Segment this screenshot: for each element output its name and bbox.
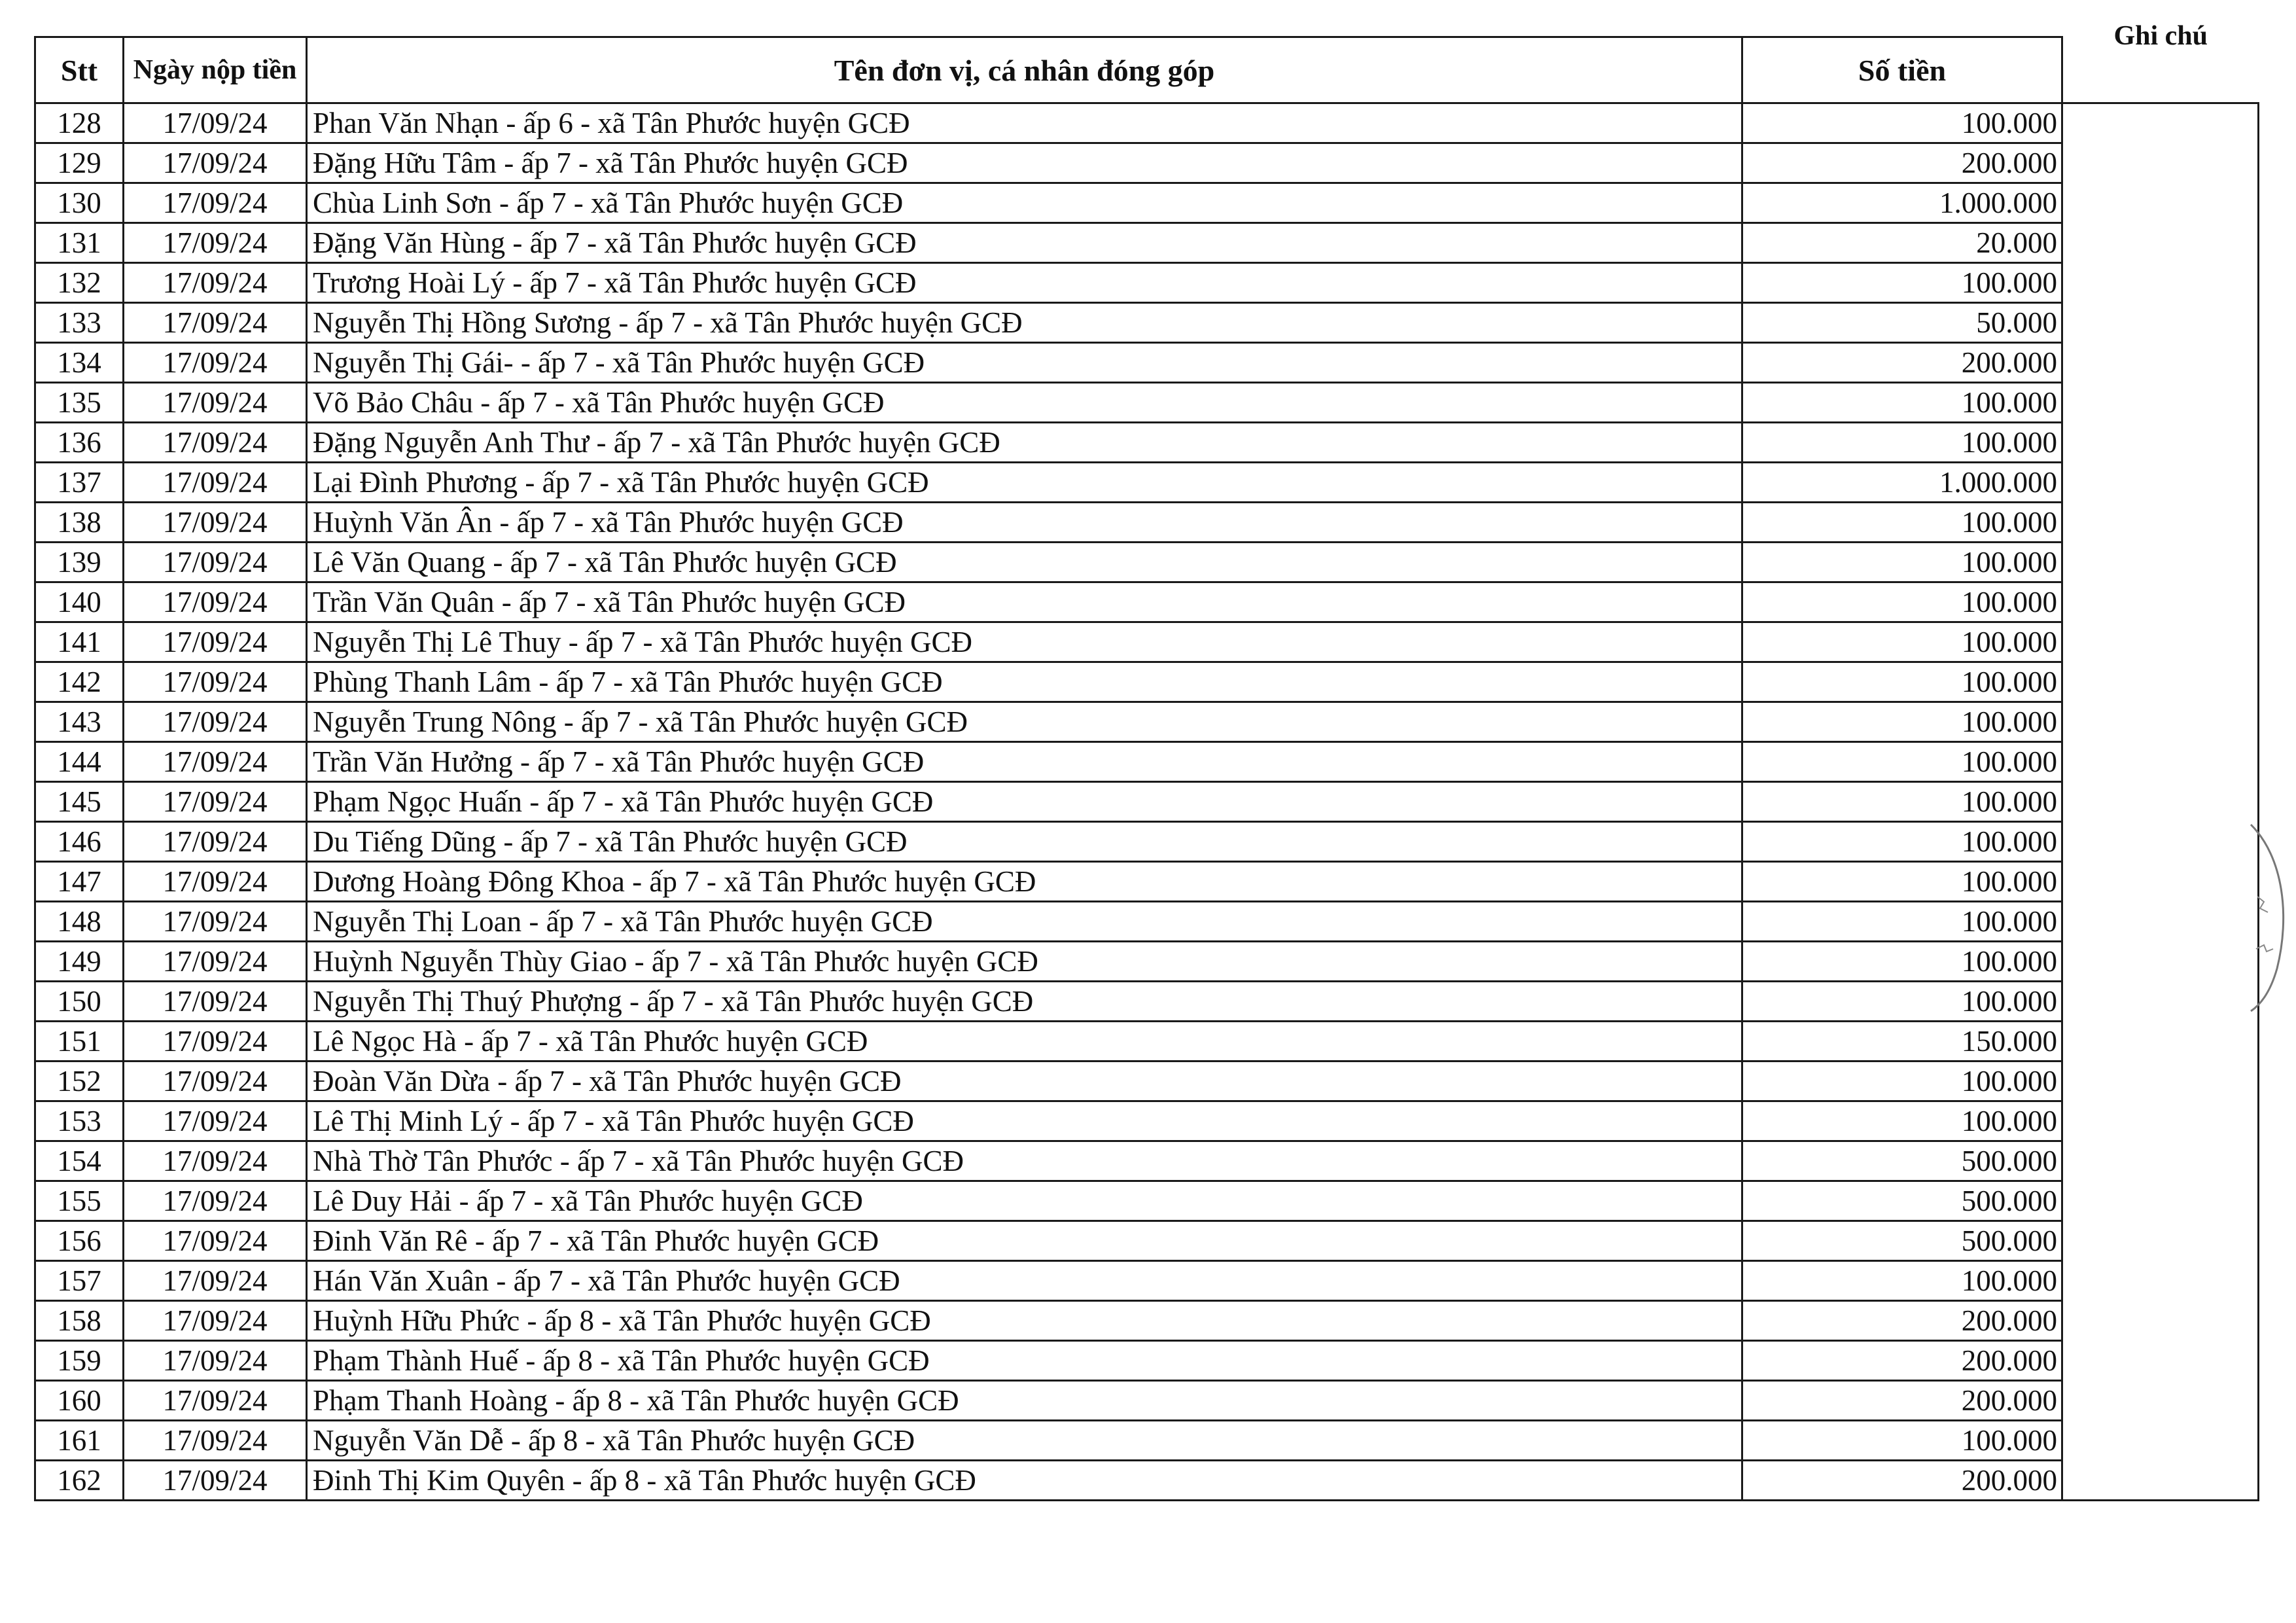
row-amount: 100.000 — [1742, 902, 2062, 942]
row-note — [2062, 383, 2259, 423]
row-name: Nguyễn Thị Lê Thuy - ấp 7 - xã Tân Phước huyện GCĐ — [307, 622, 1742, 662]
row-name: Lê Văn Quang - ấp 7 - xã Tân Phước huyện GCĐ — [307, 543, 1742, 582]
table-header-row — [35, 37, 2259, 103]
table-row — [35, 902, 2259, 942]
row-date: 17/09/24 — [124, 1461, 307, 1501]
row-stt: 135 — [35, 383, 124, 423]
row-name: Hán Văn Xuân - ấp 7 - xã Tân Phước huyện GCĐ — [307, 1261, 1742, 1301]
row-stt: 159 — [35, 1341, 124, 1381]
row-amount: 100.000 — [1742, 702, 2062, 742]
row-note — [2062, 622, 2259, 662]
row-date: 17/09/24 — [124, 143, 307, 183]
row-amount: 100.000 — [1742, 383, 2062, 423]
row-note — [2062, 1421, 2259, 1461]
table-row — [35, 702, 2259, 742]
row-name: Nguyễn Thị Loan - ấp 7 - xã Tân Phước huyện GCĐ — [307, 902, 1742, 942]
header-amount: Số tiền — [1742, 37, 2062, 103]
table-row — [35, 223, 2259, 263]
row-date: 17/09/24 — [124, 662, 307, 702]
row-date: 17/09/24 — [124, 1341, 307, 1381]
row-date: 17/09/24 — [124, 942, 307, 982]
row-name: Đặng Hữu Tâm - ấp 7 - xã Tân Phước huyện GCĐ — [307, 143, 1742, 183]
row-note — [2062, 503, 2259, 543]
row-date: 17/09/24 — [124, 503, 307, 543]
row-date: 17/09/24 — [124, 223, 307, 263]
row-name: Võ Bảo Châu - ấp 7 - xã Tân Phước huyện GCĐ — [307, 383, 1742, 423]
row-note — [2062, 1341, 2259, 1381]
row-date: 17/09/24 — [124, 303, 307, 343]
table-row — [35, 303, 2259, 343]
row-date: 17/09/24 — [124, 543, 307, 582]
table-row — [35, 263, 2259, 303]
row-amount: 500.000 — [1742, 1141, 2062, 1181]
row-date: 17/09/24 — [124, 1381, 307, 1421]
row-date: 17/09/24 — [124, 702, 307, 742]
row-name: Nhà Thờ Tân Phước - ấp 7 - xã Tân Phước huyện GCĐ — [307, 1141, 1742, 1181]
table-row — [35, 1341, 2259, 1381]
row-stt: 157 — [35, 1261, 124, 1301]
row-stt: 152 — [35, 1061, 124, 1101]
row-date: 17/09/24 — [124, 383, 307, 423]
row-name: Huỳnh Hữu Phức - ấp 8 - xã Tân Phước huyện GCĐ — [307, 1301, 1742, 1341]
row-note — [2062, 742, 2259, 782]
row-note — [2062, 1181, 2259, 1221]
row-amount: 100.000 — [1742, 582, 2062, 622]
row-note — [2062, 942, 2259, 982]
row-amount: 100.000 — [1742, 622, 2062, 662]
row-name: Chùa Linh Sơn - ấp 7 - xã Tân Phước huyện GCĐ — [307, 183, 1742, 223]
row-amount: 150.000 — [1742, 1022, 2062, 1061]
row-name: Nguyễn Thị Gái- - ấp 7 - xã Tân Phước huyện GCĐ — [307, 343, 1742, 383]
row-date: 17/09/24 — [124, 982, 307, 1022]
row-name: Phan Văn Nhạn - ấp 6 - xã Tân Phước huyện GCĐ — [307, 103, 1742, 143]
row-stt: 160 — [35, 1381, 124, 1421]
row-stt: 153 — [35, 1101, 124, 1141]
row-date: 17/09/24 — [124, 263, 307, 303]
table-row — [35, 1421, 2259, 1461]
row-note — [2062, 982, 2259, 1022]
table-row — [35, 1301, 2259, 1341]
row-amount: 100.000 — [1742, 1261, 2062, 1301]
row-date: 17/09/24 — [124, 902, 307, 942]
row-stt: 154 — [35, 1141, 124, 1181]
row-note — [2062, 902, 2259, 942]
row-date: 17/09/24 — [124, 1261, 307, 1301]
row-stt: 147 — [35, 862, 124, 902]
row-stt: 134 — [35, 343, 124, 383]
row-stt: 142 — [35, 662, 124, 702]
row-name: Du Tiếng Dũng - ấp 7 - xã Tân Phước huyện GCĐ — [307, 822, 1742, 862]
row-stt: 131 — [35, 223, 124, 263]
table-row — [35, 582, 2259, 622]
table-row — [35, 1061, 2259, 1101]
table-row — [35, 183, 2259, 223]
row-note — [2062, 1101, 2259, 1141]
row-date: 17/09/24 — [124, 463, 307, 503]
header-note — [2062, 20, 2259, 103]
row-stt: 129 — [35, 143, 124, 183]
row-note — [2062, 1022, 2259, 1061]
table-row — [35, 423, 2259, 463]
row-date: 17/09/24 — [124, 423, 307, 463]
row-date: 17/09/24 — [124, 862, 307, 902]
row-stt: 149 — [35, 942, 124, 982]
row-note — [2062, 1461, 2259, 1501]
table-row — [35, 622, 2259, 662]
row-amount: 200.000 — [1742, 343, 2062, 383]
table-row — [35, 1381, 2259, 1421]
donation-table — [34, 20, 2259, 1501]
row-amount: 100.000 — [1742, 942, 2062, 982]
row-name: Phùng Thanh Lâm - ấp 7 - xã Tân Phước huyện GCĐ — [307, 662, 1742, 702]
row-stt: 140 — [35, 582, 124, 622]
row-name: Phạm Ngọc Huấn - ấp 7 - xã Tân Phước huyện GCĐ — [307, 782, 1742, 822]
row-date: 17/09/24 — [124, 1221, 307, 1261]
row-amount: 100.000 — [1742, 982, 2062, 1022]
row-stt: 137 — [35, 463, 124, 503]
row-amount: 200.000 — [1742, 143, 2062, 183]
table-row — [35, 103, 2259, 143]
row-note — [2062, 263, 2259, 303]
row-amount: 200.000 — [1742, 1381, 2062, 1421]
row-stt: 162 — [35, 1461, 124, 1501]
row-stt: 145 — [35, 782, 124, 822]
row-note — [2062, 103, 2259, 143]
row-stt: 138 — [35, 503, 124, 543]
table-row — [35, 1461, 2259, 1501]
row-amount: 100.000 — [1742, 1061, 2062, 1101]
row-stt: 144 — [35, 742, 124, 782]
row-amount: 50.000 — [1742, 303, 2062, 343]
row-amount: 100.000 — [1742, 503, 2062, 543]
row-date: 17/09/24 — [124, 343, 307, 383]
table-row — [35, 1261, 2259, 1301]
row-name: Nguyễn Văn Dễ - ấp 8 - xã Tân Phước huyện GCĐ — [307, 1421, 1742, 1461]
row-name: Lê Duy Hải - ấp 7 - xã Tân Phước huyện GCĐ — [307, 1181, 1742, 1221]
row-name: Huỳnh Nguyễn Thùy Giao - ấp 7 - xã Tân Phước huyện GCĐ — [307, 942, 1742, 982]
row-note — [2062, 1061, 2259, 1101]
row-date: 17/09/24 — [124, 1022, 307, 1061]
row-amount: 1.000.000 — [1742, 463, 2062, 503]
row-note — [2062, 303, 2259, 343]
row-date: 17/09/24 — [124, 1061, 307, 1101]
row-amount: 100.000 — [1742, 1421, 2062, 1461]
row-note — [2062, 343, 2259, 383]
row-note — [2062, 1221, 2259, 1261]
table-row — [35, 383, 2259, 423]
row-amount: 200.000 — [1742, 1301, 2062, 1341]
row-amount: 500.000 — [1742, 1181, 2062, 1221]
row-name: Huỳnh Văn Ân - ấp 7 - xã Tân Phước huyện GCĐ — [307, 503, 1742, 543]
row-stt: 139 — [35, 543, 124, 582]
row-name: Nguyễn Thị Hồng Sương - ấp 7 - xã Tân Phước huyện GCĐ — [307, 303, 1742, 343]
row-date: 17/09/24 — [124, 622, 307, 662]
table-body — [35, 103, 2259, 1501]
row-name: Đinh Thị Kim Quyên - ấp 8 - xã Tân Phước huyện GCĐ — [307, 1461, 1742, 1501]
row-name: Lại Đình Phương - ấp 7 - xã Tân Phước huyện GCĐ — [307, 463, 1742, 503]
row-stt: 146 — [35, 822, 124, 862]
table-row — [35, 343, 2259, 383]
table-row — [35, 1101, 2259, 1141]
row-name: Trần Văn Quân - ấp 7 - xã Tân Phước huyện GCĐ — [307, 582, 1742, 622]
row-stt: 141 — [35, 622, 124, 662]
row-date: 17/09/24 — [124, 1101, 307, 1141]
row-amount: 100.000 — [1742, 103, 2062, 143]
row-name: Nguyễn Trung Nông - ấp 7 - xã Tân Phước huyện GCĐ — [307, 702, 1742, 742]
row-name: Trương Hoài Lý - ấp 7 - xã Tân Phước huyện GCĐ — [307, 263, 1742, 303]
table-row — [35, 543, 2259, 582]
header-stt: Stt — [35, 37, 124, 103]
table-row — [35, 1022, 2259, 1061]
row-amount: 100.000 — [1742, 822, 2062, 862]
row-note — [2062, 862, 2259, 902]
table-row — [35, 942, 2259, 982]
table-row — [35, 503, 2259, 543]
row-amount: 100.000 — [1742, 862, 2062, 902]
header-note-label: Ghi chú — [2113, 20, 2208, 51]
row-note — [2062, 782, 2259, 822]
row-name: Dương Hoàng Đông Khoa - ấp 7 - xã Tân Phước huyện GCĐ — [307, 862, 1742, 902]
row-stt: 161 — [35, 1421, 124, 1461]
table-row — [35, 1221, 2259, 1261]
row-amount: 20.000 — [1742, 223, 2062, 263]
row-name: Trần Văn Hưởng - ấp 7 - xã Tân Phước huyện GCĐ — [307, 742, 1742, 782]
row-name: Nguyễn Thị Thuý Phượng - ấp 7 - xã Tân Phước huyện GCĐ — [307, 982, 1742, 1022]
row-stt: 130 — [35, 183, 124, 223]
row-amount: 100.000 — [1742, 782, 2062, 822]
row-note — [2062, 662, 2259, 702]
row-stt: 128 — [35, 103, 124, 143]
row-date: 17/09/24 — [124, 1421, 307, 1461]
row-amount: 100.000 — [1742, 1101, 2062, 1141]
table-row — [35, 982, 2259, 1022]
row-name: Lê Ngọc Hà - ấp 7 - xã Tân Phước huyện GCĐ — [307, 1022, 1742, 1061]
table-row — [35, 1141, 2259, 1181]
row-date: 17/09/24 — [124, 103, 307, 143]
table-row — [35, 463, 2259, 503]
row-note — [2062, 143, 2259, 183]
header-name: Tên đơn vị, cá nhân đóng góp — [307, 37, 1742, 103]
row-stt: 148 — [35, 902, 124, 942]
row-note — [2062, 223, 2259, 263]
row-amount: 100.000 — [1742, 263, 2062, 303]
row-note — [2062, 702, 2259, 742]
row-stt: 156 — [35, 1221, 124, 1261]
row-amount: 100.000 — [1742, 742, 2062, 782]
row-note — [2062, 582, 2259, 622]
row-date: 17/09/24 — [124, 582, 307, 622]
table-row — [35, 143, 2259, 183]
row-stt: 150 — [35, 982, 124, 1022]
row-amount: 200.000 — [1742, 1461, 2062, 1501]
table-row — [35, 1181, 2259, 1221]
row-date: 17/09/24 — [124, 822, 307, 862]
row-name: Lê Thị Minh Lý - ấp 7 - xã Tân Phước huyện GCĐ — [307, 1101, 1742, 1141]
row-date: 17/09/24 — [124, 1301, 307, 1341]
row-stt: 155 — [35, 1181, 124, 1221]
table-row — [35, 782, 2259, 822]
row-note — [2062, 1261, 2259, 1301]
header-date: Ngày nộp tiền — [124, 37, 307, 103]
row-date: 17/09/24 — [124, 183, 307, 223]
table-row — [35, 822, 2259, 862]
row-amount: 200.000 — [1742, 1341, 2062, 1381]
row-amount: 500.000 — [1742, 1221, 2062, 1261]
row-note — [2062, 1141, 2259, 1181]
row-stt: 143 — [35, 702, 124, 742]
row-name: Đặng Văn Hùng - ấp 7 - xã Tân Phước huyện GCĐ — [307, 223, 1742, 263]
table-row — [35, 862, 2259, 902]
row-note — [2062, 822, 2259, 862]
table-row — [35, 742, 2259, 782]
row-amount: 100.000 — [1742, 423, 2062, 463]
row-note — [2062, 543, 2259, 582]
row-note — [2062, 1301, 2259, 1341]
row-name: Phạm Thanh Hoàng - ấp 8 - xã Tân Phước huyện GCĐ — [307, 1381, 1742, 1421]
row-amount: 100.000 — [1742, 662, 2062, 702]
row-note — [2062, 1381, 2259, 1421]
row-amount: 100.000 — [1742, 543, 2062, 582]
stamp-mark-icon — [2238, 818, 2290, 1014]
row-stt: 158 — [35, 1301, 124, 1341]
row-date: 17/09/24 — [124, 782, 307, 822]
row-note — [2062, 463, 2259, 503]
row-name: Đoàn Văn Dừa - ấp 7 - xã Tân Phước huyện GCĐ — [307, 1061, 1742, 1101]
row-name: Đinh Văn Rê - ấp 7 - xã Tân Phước huyện GCĐ — [307, 1221, 1742, 1261]
row-amount: 1.000.000 — [1742, 183, 2062, 223]
row-date: 17/09/24 — [124, 1141, 307, 1181]
row-note — [2062, 423, 2259, 463]
row-date: 17/09/24 — [124, 742, 307, 782]
row-stt: 151 — [35, 1022, 124, 1061]
table-row — [35, 662, 2259, 702]
row-name: Phạm Thành Huế - ấp 8 - xã Tân Phước huyện GCĐ — [307, 1341, 1742, 1381]
row-stt: 133 — [35, 303, 124, 343]
row-note — [2062, 183, 2259, 223]
row-date: 17/09/24 — [124, 1181, 307, 1221]
row-stt: 136 — [35, 423, 124, 463]
row-name: Đặng Nguyễn Anh Thư - ấp 7 - xã Tân Phước huyện GCĐ — [307, 423, 1742, 463]
row-stt: 132 — [35, 263, 124, 303]
